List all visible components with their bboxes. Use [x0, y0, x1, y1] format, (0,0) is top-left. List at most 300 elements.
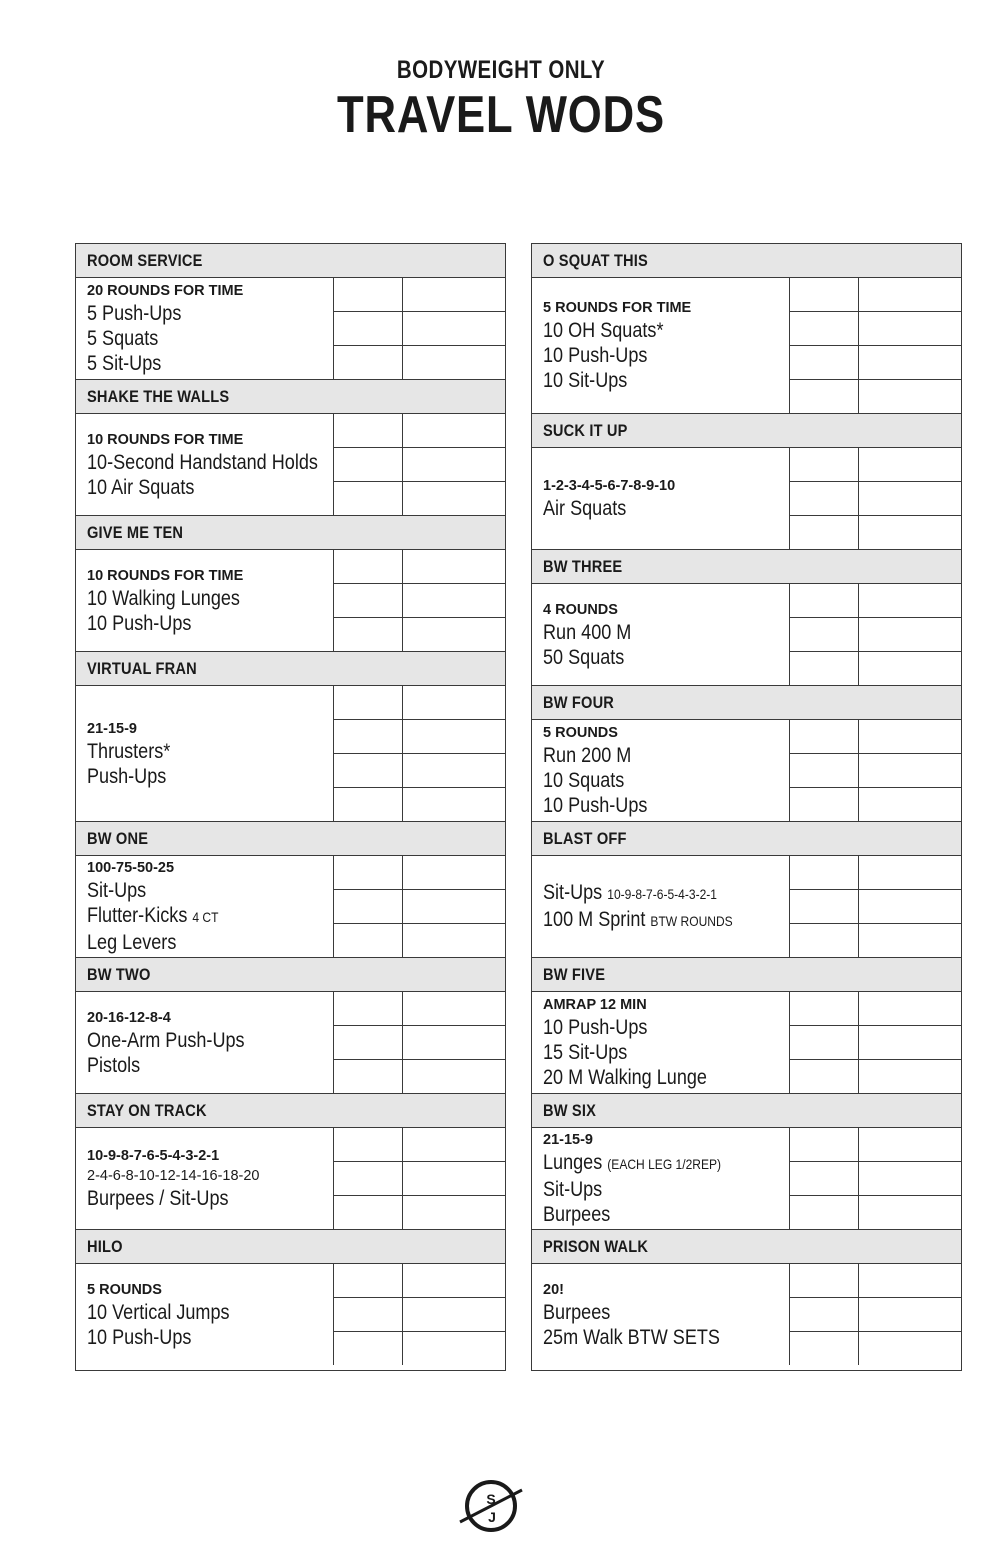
wod-name: BW FIVE — [543, 964, 606, 984]
movement — [87, 1300, 230, 1325]
wod-title-bar — [532, 686, 961, 720]
movement — [543, 343, 647, 368]
movement — [87, 878, 146, 903]
score-row — [790, 924, 961, 957]
wod-scheme: 5 ROUNDS — [87, 1281, 162, 1298]
movement-line — [87, 903, 333, 930]
wod-description — [76, 992, 334, 1093]
wod-title-bar — [532, 958, 961, 992]
movement — [87, 326, 158, 351]
score-row — [334, 448, 505, 482]
wod-body — [76, 414, 505, 516]
score-cell[interactable] — [403, 618, 505, 651]
score-grid — [334, 992, 505, 1093]
score-grid — [790, 856, 961, 957]
movement-line — [543, 768, 789, 793]
score-cell[interactable] — [403, 686, 505, 719]
wod-scheme: 10-9-8-7-6-5-4-3-2-1 — [87, 1148, 220, 1164]
movement-text: Sit-Ups — [87, 879, 147, 902]
wod-description — [532, 448, 790, 549]
movement — [543, 1015, 647, 1040]
score-row — [790, 346, 961, 380]
movement-text: 10 Vertical Jumps — [87, 1300, 230, 1324]
page-title: TRAVEL WODS — [337, 86, 665, 144]
score-row — [790, 278, 961, 312]
score-row — [334, 482, 505, 515]
date-cell[interactable] — [334, 1264, 403, 1297]
score-row — [334, 312, 505, 346]
score-row — [334, 1298, 505, 1332]
score-cell[interactable] — [859, 380, 961, 413]
date-cell[interactable] — [790, 1264, 859, 1297]
wod-scheme-alt: 2-4-6-8-10-12-14-16-18-20 — [87, 1168, 260, 1184]
wod-body — [532, 448, 961, 550]
movement — [543, 1040, 627, 1065]
left-wod-column — [75, 243, 506, 1371]
movement — [87, 1028, 245, 1053]
score-grid — [334, 550, 505, 651]
date-cell[interactable] — [334, 618, 403, 651]
date-cell[interactable] — [334, 346, 403, 379]
movement-text: Push-Ups — [87, 764, 167, 788]
date-cell[interactable] — [334, 448, 403, 481]
score-row — [790, 516, 961, 549]
date-cell[interactable] — [334, 550, 403, 583]
movement — [87, 450, 318, 475]
wod-scheme: 1-2-3-4-5-6-7-8-9-10 — [543, 478, 676, 494]
movement-line — [543, 1202, 789, 1227]
movement-text: Thrusters* — [87, 739, 171, 763]
movement — [87, 903, 218, 930]
date-cell[interactable] — [790, 380, 859, 413]
score-row — [334, 346, 505, 379]
wod-title-bar — [76, 822, 505, 856]
score-cell[interactable] — [859, 312, 961, 345]
movement-line — [543, 907, 789, 934]
wod-description — [532, 992, 790, 1093]
movement — [543, 620, 631, 645]
score-cell[interactable] — [859, 584, 961, 617]
score-cell[interactable] — [403, 278, 505, 311]
movement-line — [543, 645, 789, 670]
date-cell[interactable] — [334, 1026, 403, 1059]
score-cell[interactable] — [403, 992, 505, 1025]
movement-line — [87, 878, 333, 903]
score-cell[interactable] — [859, 992, 961, 1025]
score-row — [334, 720, 505, 754]
score-cell[interactable] — [859, 652, 961, 685]
score-cell[interactable] — [859, 448, 961, 481]
movement-line — [543, 1325, 789, 1350]
score-cell[interactable] — [403, 754, 505, 787]
score-cell[interactable] — [403, 1196, 505, 1229]
movement-line — [543, 368, 789, 393]
date-cell[interactable] — [790, 856, 859, 889]
date-cell[interactable] — [790, 1162, 859, 1195]
score-grid — [334, 686, 505, 821]
score-row — [334, 550, 505, 584]
movement-line — [543, 318, 789, 343]
wod-title-bar — [532, 1094, 961, 1128]
wod-description — [532, 1128, 790, 1229]
wod-body — [532, 584, 961, 686]
movement-text: Run 200 M — [543, 744, 632, 767]
score-row — [334, 1332, 505, 1365]
score-row — [334, 890, 505, 924]
date-cell[interactable] — [790, 1298, 859, 1331]
score-row — [334, 924, 505, 957]
movement-line — [87, 611, 333, 636]
date-cell[interactable] — [790, 1128, 859, 1161]
movement — [543, 1150, 721, 1177]
score-cell[interactable] — [859, 1196, 961, 1229]
movement-line — [87, 351, 333, 376]
date-cell[interactable] — [334, 788, 403, 821]
movement — [87, 764, 166, 789]
score-cell[interactable] — [403, 1264, 505, 1297]
movement — [87, 739, 170, 764]
score-cell[interactable] — [403, 550, 505, 583]
date-cell[interactable] — [790, 1060, 859, 1093]
date-cell[interactable] — [334, 482, 403, 515]
movement-note: (EACH LEG 1/2REP) — [607, 1156, 722, 1172]
score-cell[interactable] — [859, 890, 961, 923]
wod-name: VIRTUAL FRAN — [87, 658, 197, 678]
date-cell[interactable] — [334, 1298, 403, 1331]
score-row — [790, 584, 961, 618]
movement-text: Lunges — [543, 1151, 603, 1174]
date-cell[interactable] — [790, 1332, 859, 1365]
score-grid — [790, 448, 961, 549]
date-cell[interactable] — [790, 1196, 859, 1229]
movement — [543, 768, 624, 793]
score-row — [790, 1298, 961, 1332]
score-cell[interactable] — [403, 788, 505, 821]
wod-name: GIVE ME TEN — [87, 522, 184, 542]
wod-body — [76, 278, 505, 380]
score-cell[interactable] — [859, 1162, 961, 1195]
movement-line — [87, 450, 333, 475]
wod-title-bar — [532, 414, 961, 448]
wod-title-bar — [532, 1230, 961, 1264]
movement-text: 10 Push-Ups — [543, 794, 648, 817]
movement-text: 10 Walking Lunges — [87, 586, 240, 610]
sj-logo-icon — [456, 1474, 526, 1538]
score-grid — [334, 1128, 505, 1229]
date-cell[interactable] — [334, 754, 403, 787]
wod-name: BW SIX — [543, 1100, 597, 1120]
movement-text: 50 Squats — [543, 645, 625, 669]
wod-name: PRISON WALK — [543, 1236, 649, 1256]
movement-text: Flutter-Kicks — [87, 904, 188, 927]
score-cell[interactable] — [859, 618, 961, 651]
wod-scheme: 5 ROUNDS FOR TIME — [543, 300, 692, 316]
movement-text: 10 OH Squats* — [543, 319, 664, 342]
svg-text:J: J — [488, 1509, 496, 1525]
score-cell[interactable] — [403, 482, 505, 515]
page-subtitle: BODYWEIGHT ONLY — [396, 56, 606, 84]
score-cell[interactable] — [859, 856, 961, 889]
score-cell[interactable] — [859, 754, 961, 787]
movement — [543, 645, 624, 670]
movement-line — [543, 1150, 789, 1177]
date-cell[interactable] — [790, 448, 859, 481]
movement-line — [87, 1325, 333, 1350]
date-cell[interactable] — [334, 1128, 403, 1161]
date-cell[interactable] — [790, 890, 859, 923]
movement — [543, 368, 627, 393]
date-cell[interactable] — [790, 482, 859, 515]
date-cell[interactable] — [334, 856, 403, 889]
movement-line — [543, 620, 789, 645]
score-grid — [790, 1128, 961, 1229]
score-cell[interactable] — [859, 788, 961, 821]
movement-line — [543, 1015, 789, 1040]
movement-line — [87, 1186, 333, 1211]
date-cell[interactable] — [790, 516, 859, 549]
score-cell[interactable] — [859, 720, 961, 753]
date-cell[interactable] — [790, 618, 859, 651]
score-grid — [790, 278, 961, 413]
score-cell[interactable] — [859, 1026, 961, 1059]
wod-scheme: 5 ROUNDS — [543, 725, 618, 741]
movement — [543, 496, 626, 521]
movement — [87, 930, 176, 955]
wod-title-bar — [76, 516, 505, 550]
date-cell[interactable] — [790, 346, 859, 379]
movement-text: Sit-Ups — [543, 880, 603, 904]
score-row — [790, 788, 961, 821]
score-cell[interactable] — [859, 516, 961, 549]
wod-body — [532, 1128, 961, 1230]
wod-description — [532, 720, 790, 821]
score-cell[interactable] — [403, 584, 505, 617]
wod-title-bar — [76, 1230, 505, 1264]
score-cell[interactable] — [859, 278, 961, 311]
movement-line — [543, 343, 789, 368]
wod-scheme: 20 ROUNDS FOR TIME — [87, 283, 244, 299]
score-cell[interactable] — [859, 1060, 961, 1093]
score-row — [790, 618, 961, 652]
score-cell[interactable] — [403, 1128, 505, 1161]
date-cell[interactable] — [790, 788, 859, 821]
wod-scheme: 4 ROUNDS — [543, 601, 618, 618]
wod-description — [76, 856, 334, 957]
date-cell[interactable] — [334, 720, 403, 753]
wod-scheme: 20! — [543, 1281, 564, 1298]
date-cell[interactable] — [790, 584, 859, 617]
wod-title-bar — [76, 958, 505, 992]
date-cell[interactable] — [334, 414, 403, 447]
score-cell[interactable] — [403, 346, 505, 379]
wod-name: BW TWO — [87, 964, 151, 984]
wod-description — [76, 278, 334, 379]
wod-body — [76, 1264, 505, 1365]
date-cell[interactable] — [790, 652, 859, 685]
movement-line — [543, 1040, 789, 1065]
wod-body — [76, 550, 505, 652]
movement — [87, 351, 161, 376]
score-cell[interactable] — [859, 1298, 961, 1331]
date-cell[interactable] — [334, 1196, 403, 1229]
date-cell[interactable] — [790, 924, 859, 957]
score-cell[interactable] — [403, 856, 505, 889]
score-cell[interactable] — [403, 890, 505, 923]
score-row — [790, 1162, 961, 1196]
date-cell[interactable] — [790, 1026, 859, 1059]
movement-line — [87, 930, 333, 955]
page-header — [0, 56, 1002, 145]
wod-body — [532, 856, 961, 958]
score-grid — [334, 414, 505, 515]
wod-title-bar — [76, 1094, 505, 1128]
movement-text: 100 M Sprint — [543, 907, 646, 931]
movement-text: 10 Push-Ups — [87, 611, 192, 635]
score-row — [334, 618, 505, 651]
score-row — [334, 992, 505, 1026]
score-cell[interactable] — [403, 1332, 505, 1365]
score-row — [334, 414, 505, 448]
movement-line — [543, 1177, 789, 1202]
movement-text: 20 M Walking Lunge — [543, 1066, 707, 1089]
wod-name: BW FOUR — [543, 692, 615, 712]
score-row — [790, 380, 961, 413]
right-wod-column — [531, 243, 962, 1371]
movement-line — [543, 743, 789, 768]
movement-line — [87, 739, 333, 764]
movement-line — [543, 1065, 789, 1090]
wod-name: BW ONE — [87, 828, 149, 848]
date-cell[interactable] — [334, 278, 403, 311]
score-grid — [334, 856, 505, 957]
date-cell[interactable] — [790, 720, 859, 753]
date-cell[interactable] — [334, 584, 403, 617]
score-row — [790, 312, 961, 346]
movement — [87, 475, 194, 500]
wod-name: BW THREE — [543, 556, 623, 576]
movement-line — [87, 1028, 333, 1053]
wod-name: STAY ON TRACK — [87, 1100, 207, 1120]
score-row — [790, 652, 961, 685]
wod-title-bar — [532, 244, 961, 278]
score-cell[interactable] — [403, 924, 505, 957]
date-cell[interactable] — [334, 1332, 403, 1365]
score-row — [334, 1264, 505, 1298]
movement — [87, 611, 191, 636]
score-cell[interactable] — [403, 1162, 505, 1195]
date-cell[interactable] — [790, 278, 859, 311]
score-row — [334, 1196, 505, 1229]
score-cell[interactable] — [403, 720, 505, 753]
score-row — [790, 1128, 961, 1162]
date-cell[interactable] — [334, 992, 403, 1025]
wod-name: HILO — [87, 1236, 123, 1256]
score-cell[interactable] — [859, 1264, 961, 1297]
score-cell[interactable] — [403, 312, 505, 345]
date-cell[interactable] — [334, 924, 403, 957]
movement-text: 10 Push-Ups — [543, 344, 648, 367]
date-cell[interactable] — [790, 754, 859, 787]
score-cell[interactable] — [403, 414, 505, 447]
movement — [543, 1325, 720, 1350]
score-row — [334, 278, 505, 312]
wod-name: O SQUAT THIS — [543, 250, 648, 270]
date-cell[interactable] — [334, 1060, 403, 1093]
score-row — [334, 584, 505, 618]
date-cell[interactable] — [790, 992, 859, 1025]
wod-name: SUCK IT UP — [543, 420, 628, 440]
wod-description — [532, 856, 790, 957]
wod-body — [76, 686, 505, 822]
movement-text: 5 Sit-Ups — [87, 352, 162, 375]
movement — [543, 1065, 707, 1090]
movement-note: 10-9-8-7-6-5-4-3-2-1 — [607, 885, 717, 902]
wod-scheme: 10 ROUNDS FOR TIME — [87, 567, 244, 584]
score-cell[interactable] — [859, 482, 961, 515]
movement-line — [87, 764, 333, 789]
date-cell[interactable] — [334, 890, 403, 923]
score-cell[interactable] — [859, 1128, 961, 1161]
date-cell[interactable] — [334, 312, 403, 345]
wod-title-bar — [532, 822, 961, 856]
movement — [87, 586, 240, 611]
score-grid — [790, 992, 961, 1093]
wod-body — [532, 992, 961, 1094]
score-cell[interactable] — [859, 924, 961, 957]
score-grid — [790, 1264, 961, 1365]
score-cell[interactable] — [403, 1298, 505, 1331]
movement-text: One-Arm Push-Ups — [87, 1028, 245, 1052]
svg-text:S: S — [486, 1491, 496, 1507]
wod-scheme: AMRAP 12 MIN — [543, 997, 647, 1013]
score-row — [790, 1026, 961, 1060]
score-row — [334, 1026, 505, 1060]
date-cell[interactable] — [334, 686, 403, 719]
movement-line — [543, 793, 789, 818]
movement — [87, 301, 181, 326]
score-cell[interactable] — [859, 346, 961, 379]
wod-title-bar — [76, 652, 505, 686]
score-grid — [790, 720, 961, 821]
score-cell[interactable] — [403, 1060, 505, 1093]
wod-description — [532, 278, 790, 413]
wod-title-bar — [76, 244, 505, 278]
wod-description — [532, 584, 790, 685]
wod-body — [76, 1128, 505, 1230]
score-cell[interactable] — [859, 1332, 961, 1365]
wod-scheme: 100-75-50-25 — [87, 860, 175, 876]
score-row — [334, 1162, 505, 1196]
movement — [543, 743, 631, 768]
score-row — [790, 754, 961, 788]
date-cell[interactable] — [334, 1162, 403, 1195]
score-cell[interactable] — [403, 1026, 505, 1059]
movement-text: Burpees — [543, 1300, 611, 1324]
score-cell[interactable] — [403, 448, 505, 481]
movement — [543, 793, 647, 818]
wod-scheme: 21-15-9 — [543, 1132, 593, 1148]
movement-text: 5 Squats — [87, 327, 159, 350]
score-grid — [334, 278, 505, 379]
score-row — [790, 890, 961, 924]
movement-text: 10 Push-Ups — [87, 1325, 192, 1349]
wod-title-bar — [76, 380, 505, 414]
score-row — [790, 1332, 961, 1365]
movement — [543, 880, 717, 907]
date-cell[interactable] — [790, 312, 859, 345]
score-row — [334, 788, 505, 821]
wod-description — [76, 1128, 334, 1229]
